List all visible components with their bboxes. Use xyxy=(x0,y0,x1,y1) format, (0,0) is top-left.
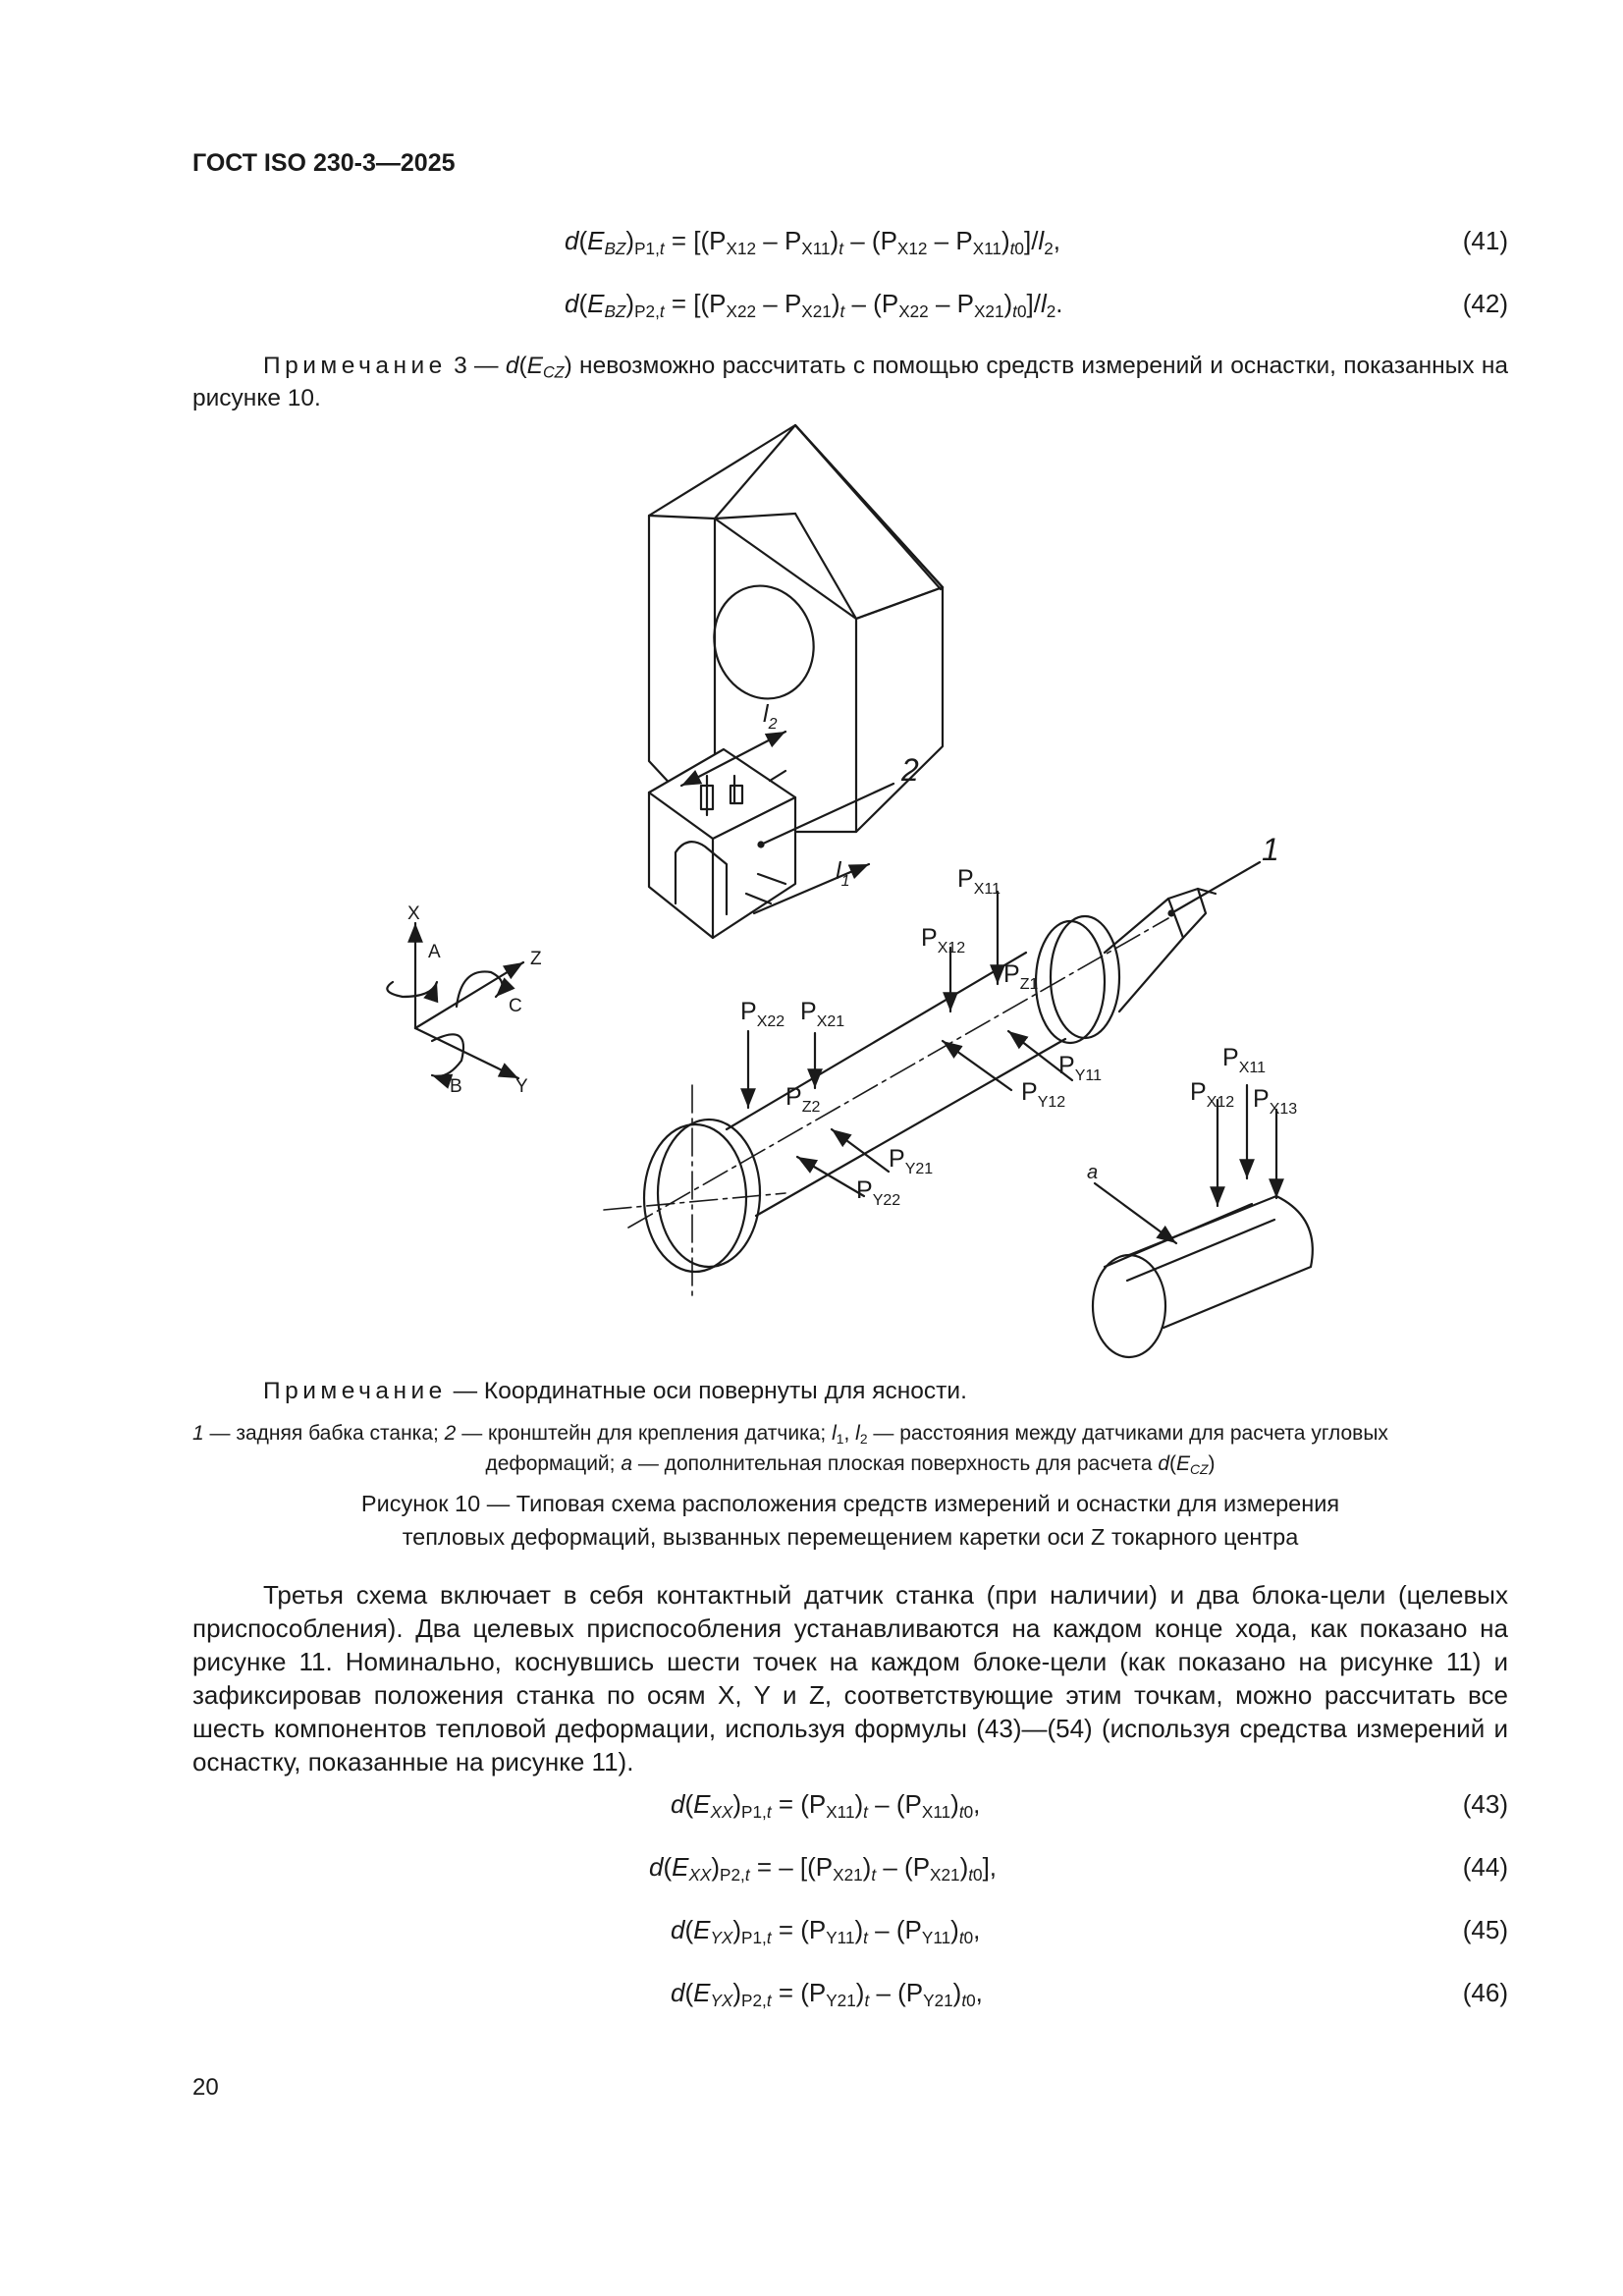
label-l2: $l_2$ xyxy=(763,700,778,733)
figure-legend xyxy=(192,1418,1508,1479)
label-target-px12: $P_{X12}$ xyxy=(1190,1078,1235,1111)
flat-target xyxy=(1093,1196,1313,1357)
document-header: ГОСТ ISO 230-3—2025 xyxy=(192,149,456,177)
note-3: Примечание 3 — $d(E_{CZ})$ невозможно рассчитать с помощью средств измерений и оснастки, показанных на рисунке 10. xyxy=(192,353,1508,411)
equation-number-46: (46) xyxy=(1462,1978,1508,2007)
label-py11: $P_{Y11}$ xyxy=(1058,1052,1102,1084)
equation-42: $d(E_{BZ})_{P2,t} = [(P_{X22} - P_{X21})_t - (P_{X22} - P_{X21})_{t0}]/l_2$. xyxy=(565,289,1063,321)
body-paragraph: Третья схема включает в себя контактный датчик станка (при наличии) и два блока-цели (целевых приспособления). Два целевых приспособления устанавливаются на каждом конце хода, как показано на рисунке 11. Номинально, коснувшись шести точек на каждом блоке-цели (как показано на рисунке 11) и зафиксировав положения станка по осям X, Y и Z, соответствующие этим точкам, можно рассчитать все шесть компонентов тепловой деформации, используя формулы (43)—(54) (используя средства измерений и оснастку, показанные на рисунке 11). xyxy=(192,1580,1508,1777)
axis-y-label: Y xyxy=(515,1076,528,1097)
legend-line-2: деформаций; a — дополнительная плоская поверхность для расчета $d(E_{CZ})$ xyxy=(485,1452,1216,1477)
axis-x-label: X xyxy=(407,903,420,924)
equation-46: $d(E_{YX})_{P2,t} = (P_{Y21})_t - (P_{Y21})_{t0}$, xyxy=(671,1978,983,2010)
label-l1: $l_1$ xyxy=(836,857,850,890)
label-target-px11: $P_{X11}$ xyxy=(1222,1044,1266,1076)
equation-44: $d(E_{XX})_{P2,t}$ = – $[(P_{X21})_t - (P_{X21})_{t0}]$, xyxy=(649,1852,998,1885)
callout-1: 1 xyxy=(1262,832,1279,867)
label-pz1: $P_{Z1}$ xyxy=(1003,960,1039,993)
label-target-px13: $P_{X13}$ xyxy=(1253,1085,1298,1118)
equation-43: $d(E_{XX})_{P1,t} = (P_{X11})_t - (P_{X11})_{t0}$, xyxy=(671,1789,981,1822)
callout-a: a xyxy=(1087,1162,1099,1183)
equation-45: $d(E_{YX})_{P1,t} = (P_{Y11})_t - (P_{Y11})_{t0}$, xyxy=(671,1915,981,1947)
equation-number-43: (43) xyxy=(1462,1789,1508,1819)
legend-line-1: 1 — задняя бабка станка; 2 — кронштейн для крепления датчика; $l_1$, $l_2$ — расстояния между датчиками для расчета угловых xyxy=(192,1422,1388,1447)
label-px12: $P_{X12}$ xyxy=(921,924,966,957)
axis-a-label: A xyxy=(428,942,441,962)
axis-c-label: C xyxy=(509,996,522,1016)
label-py21: $P_{Y21}$ xyxy=(889,1145,934,1177)
equation-number-42: (42) xyxy=(1462,289,1508,318)
axis-b-label: B xyxy=(450,1076,462,1097)
label-pz2: $P_{Z2}$ xyxy=(785,1083,821,1116)
label-px21: $P_{X21}$ xyxy=(800,998,845,1030)
label-py12: $P_{Y12}$ xyxy=(1021,1078,1066,1111)
callout-2: 2 xyxy=(901,752,919,788)
equation-number-45: (45) xyxy=(1462,1915,1508,1944)
coordinate-axes xyxy=(387,923,523,1078)
equation-41: $d(E_{BZ})_{P1,t} = [(P_{X12} - P_{X11})_t - (P_{X12} - P_{X11})_{t0}]/l_2$, xyxy=(565,226,1060,258)
equation-number-41: (41) xyxy=(1462,226,1508,255)
label-px11: $P_{X11}$ xyxy=(957,865,1001,898)
figure-caption: Рисунок 10 — Типовая схема расположения средств измерений и оснастки для измерения тепловых деформаций, вызванных перемещением каретки оси Z токарного центра xyxy=(360,1491,1340,1550)
label-py22: $P_{Y22}$ xyxy=(856,1176,901,1209)
figure-note: Примечание — Координатные оси повернуты для ясности. xyxy=(263,1378,967,1404)
axis-z-label: Z xyxy=(530,949,542,969)
equation-number-44: (44) xyxy=(1462,1852,1508,1882)
figure-10-diagram xyxy=(0,412,1623,1385)
page-number: 20 xyxy=(192,2074,219,2101)
note-label: Примечание xyxy=(263,353,447,379)
label-px22: $P_{X22}$ xyxy=(740,998,785,1030)
